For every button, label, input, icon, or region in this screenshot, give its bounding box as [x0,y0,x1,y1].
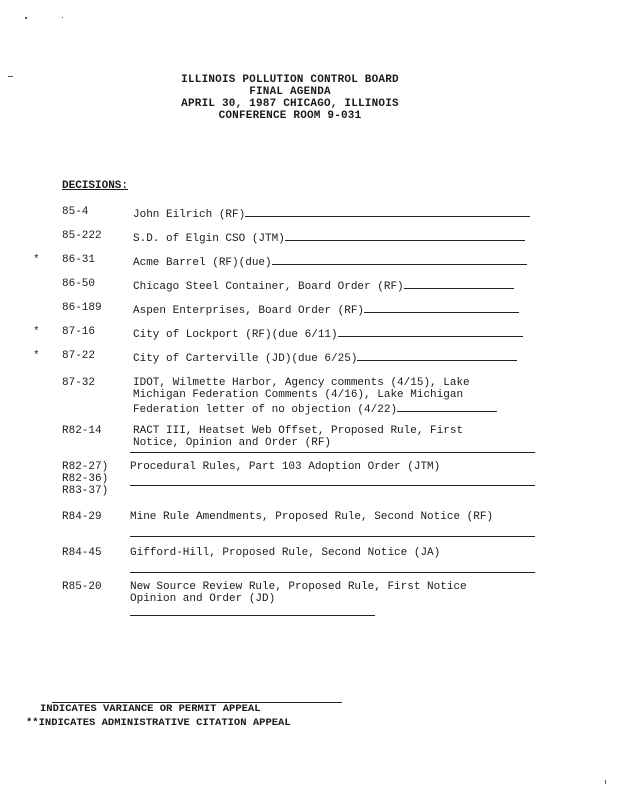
item-description: Procedural Rules, Part 103 Adoption Order (JTM) [130,461,441,473]
variance-asterisk: * [33,254,40,266]
decisions-heading: DECISIONS: [62,180,129,192]
case-number: R85-20 [62,581,102,593]
case-number: 85-4 [62,206,89,218]
item-description: RACT III, Heatset Web Offset, Proposed Rule, First Notice, Opinion and Order (RF) [133,425,464,449]
header-room: CONFERENCE ROOM 9-031 [218,110,362,122]
case-number: 86-50 [62,278,96,290]
scan-speck [605,780,606,784]
footer-note-citation: **INDICATES ADMINISTRATIVE CITATION APPEAL [26,717,291,729]
header-agenda-title: FINAL AGENDA [249,86,331,98]
footer-note-variance: INDICATES VARIANCE OR PERMIT APPEAL [40,703,261,715]
case-number: R84-29 [62,511,102,523]
header-board-name: ILLINOIS POLLUTION CONTROL BOARD [181,74,399,86]
agenda-header [0,74,580,122]
item-description: City of Carterville (JD)(due 6/25) [133,350,553,365]
item-description: Gifford-Hill, Proposed Rule, Second Notice (JA) [130,547,441,559]
item-description: IDOT, Wilmette Harbor, Agency comments (4/15), Lake Michigan Federation Comments (4/16), Lake Michigan Federation letter of no objection (4/22) [133,377,513,416]
blank-line [130,485,535,486]
item-description: Chicago Steel Container, Board Order (RF) [133,278,553,293]
footer-legend [12,702,291,730]
case-number: 87-32 [62,377,96,389]
variance-asterisk: * [33,326,40,338]
variance-asterisk: * [33,350,40,362]
case-number: 87-16 [62,326,96,338]
footer-rule [52,702,342,703]
item-description: New Source Review Rule, Proposed Rule, First Notice Opinion and Order (JD) [130,581,510,620]
case-number: 85-222 [62,230,102,242]
case-number: 87-22 [62,350,96,362]
item-description: Aspen Enterprises, Board Order (RF) [133,302,553,317]
case-number: R84-45 [62,547,102,559]
blank-line [130,572,535,573]
item-description: Mine Rule Amendments, Proposed Rule, Second Notice (RF) [130,511,494,523]
case-number: R82-14 [62,425,102,437]
case-number: R82-27) R82-36) R83-37) [62,461,109,497]
blank-line [130,452,535,453]
case-number: 86-31 [62,254,96,266]
header-date-location: APRIL 30, 1987 CHICAGO, ILLINOIS [181,98,399,110]
item-description: John Eilrich (RF) [133,206,553,221]
item-description: Acme Barrel (RF)(due) [133,254,553,269]
scan-speck [25,17,27,19]
item-description: City of Lockport (RF)(due 6/11) [133,326,553,341]
item-description: S.D. of Elgin CSO (JTM) [133,230,553,245]
blank-line [130,536,535,537]
scan-speck [62,17,63,18]
case-number: 86-189 [62,302,102,314]
